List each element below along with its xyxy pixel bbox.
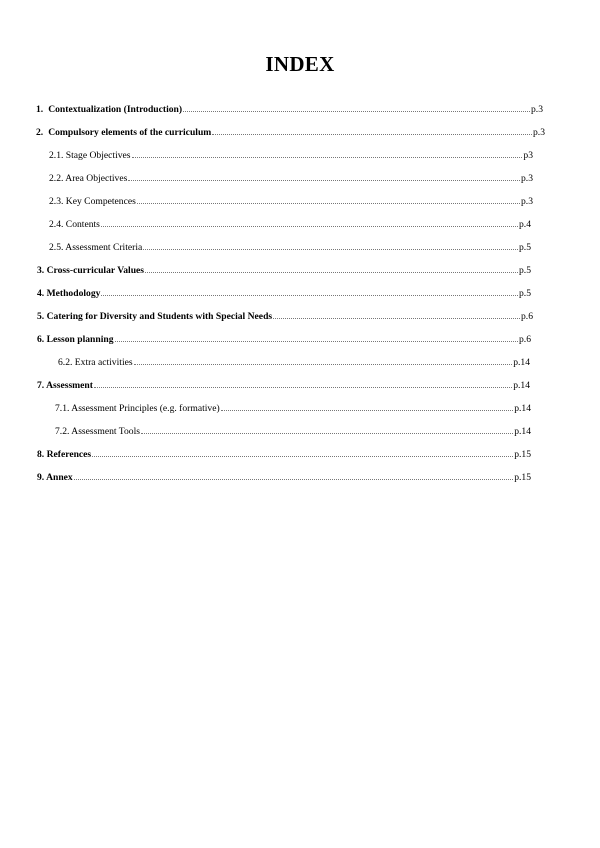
dot-leader [212, 126, 532, 135]
toc-entry-label: 2.3. Key Competences [49, 196, 136, 207]
toc-entry-page: p.15 [514, 472, 531, 483]
dot-leader [101, 287, 518, 296]
toc-entry-contents[interactable] [49, 218, 531, 231]
toc-entry-assessment-tools[interactable] [55, 425, 531, 438]
toc-entry-extra-activities[interactable] [58, 356, 530, 369]
dot-leader [137, 195, 520, 204]
dot-leader [183, 103, 530, 112]
toc-entry-page: p.14 [514, 403, 531, 414]
toc-entry-area-objectives[interactable] [49, 172, 533, 185]
dot-leader [128, 172, 520, 181]
toc-entry-label: 6. Lesson planning [37, 334, 114, 345]
toc-entry-page: p.3 [521, 196, 533, 207]
toc-entry-label: 8. References [37, 449, 92, 460]
toc-entry-label: 5. Catering for Diversity and Students with Special Needs [37, 311, 273, 322]
dot-leader [115, 333, 518, 342]
dot-leader [143, 241, 518, 250]
toc-entry-number: 1. [36, 104, 44, 115]
toc-entry-label: Contextualization (Introduction) [48, 104, 183, 115]
toc-entry-page: p.5 [519, 288, 531, 299]
toc-entry-page: p.3 [521, 173, 533, 184]
toc-entry-page: p.14 [513, 357, 530, 368]
dot-leader [132, 149, 523, 158]
toc-entry-catering-for-diversity[interactable] [37, 310, 533, 323]
toc-entry-page: p.5 [519, 242, 531, 253]
toc-entry-stage-objectives[interactable] [49, 149, 533, 162]
toc-entry-label: 2.2. Area Objectives [49, 173, 128, 184]
dot-leader [145, 264, 518, 273]
dot-leader [74, 471, 513, 480]
page-title: INDEX [265, 52, 335, 76]
toc-entry-page: p.4 [519, 219, 531, 230]
toc-entry-label: 2.4. Contents [49, 219, 100, 230]
toc-entry-methodology[interactable] [37, 287, 531, 300]
toc-entry-label: 3. Cross-curricular Values [37, 265, 145, 276]
toc-entry-label: 7. Assessment [37, 380, 93, 391]
dot-leader [134, 356, 513, 365]
toc-entry-label: 9. Annex [37, 472, 73, 483]
toc-entry-label: 7.2. Assessment Tools [55, 426, 140, 437]
toc-entry-assessment-criteria[interactable] [49, 241, 531, 254]
toc-entry-references[interactable] [37, 448, 531, 461]
toc-entry-page: p.3 [533, 127, 545, 138]
toc-entry-assessment[interactable] [37, 379, 530, 392]
toc-entry-page: p3 [523, 150, 533, 161]
dot-leader [273, 310, 520, 319]
toc-entry-key-competences[interactable] [49, 195, 533, 208]
dot-leader [141, 425, 513, 434]
toc-entry-page: p.15 [514, 449, 531, 460]
toc-entry-cross-curricular-values[interactable] [37, 264, 531, 277]
toc-entry-page: p.5 [519, 265, 531, 276]
toc-entry-annex[interactable] [37, 471, 531, 484]
toc-entry-assessment-principles[interactable] [55, 402, 531, 415]
toc-entry-contextualization[interactable] [36, 103, 543, 116]
dot-leader [221, 402, 514, 411]
dot-leader [92, 448, 513, 457]
dot-leader [101, 218, 518, 227]
toc-entry-page: p.6 [521, 311, 533, 322]
dot-leader [94, 379, 512, 388]
toc-entry-lesson-planning[interactable] [37, 333, 531, 346]
toc-entry-label: 7.1. Assessment Principles (e.g. formative) [55, 403, 220, 414]
toc-entry-number: 2. [36, 127, 44, 138]
toc-entry-label: 2.1. Stage Objectives [49, 150, 131, 161]
toc-entry-page: p.14 [513, 380, 530, 391]
toc-entry-label: Compulsory elements of the curriculum [48, 127, 212, 138]
toc-entry-page: p.6 [519, 334, 531, 345]
toc-entry-page: p.14 [514, 426, 531, 437]
toc-entry-label: 6.2. Extra activities [58, 357, 133, 368]
toc-entry-label: 4. Methodology [37, 288, 101, 299]
toc-entry-compulsory-elements[interactable] [36, 126, 545, 139]
toc-entry-label: 2.5. Assessment Criteria [49, 242, 143, 253]
toc-entry-page: p.3 [531, 104, 543, 115]
